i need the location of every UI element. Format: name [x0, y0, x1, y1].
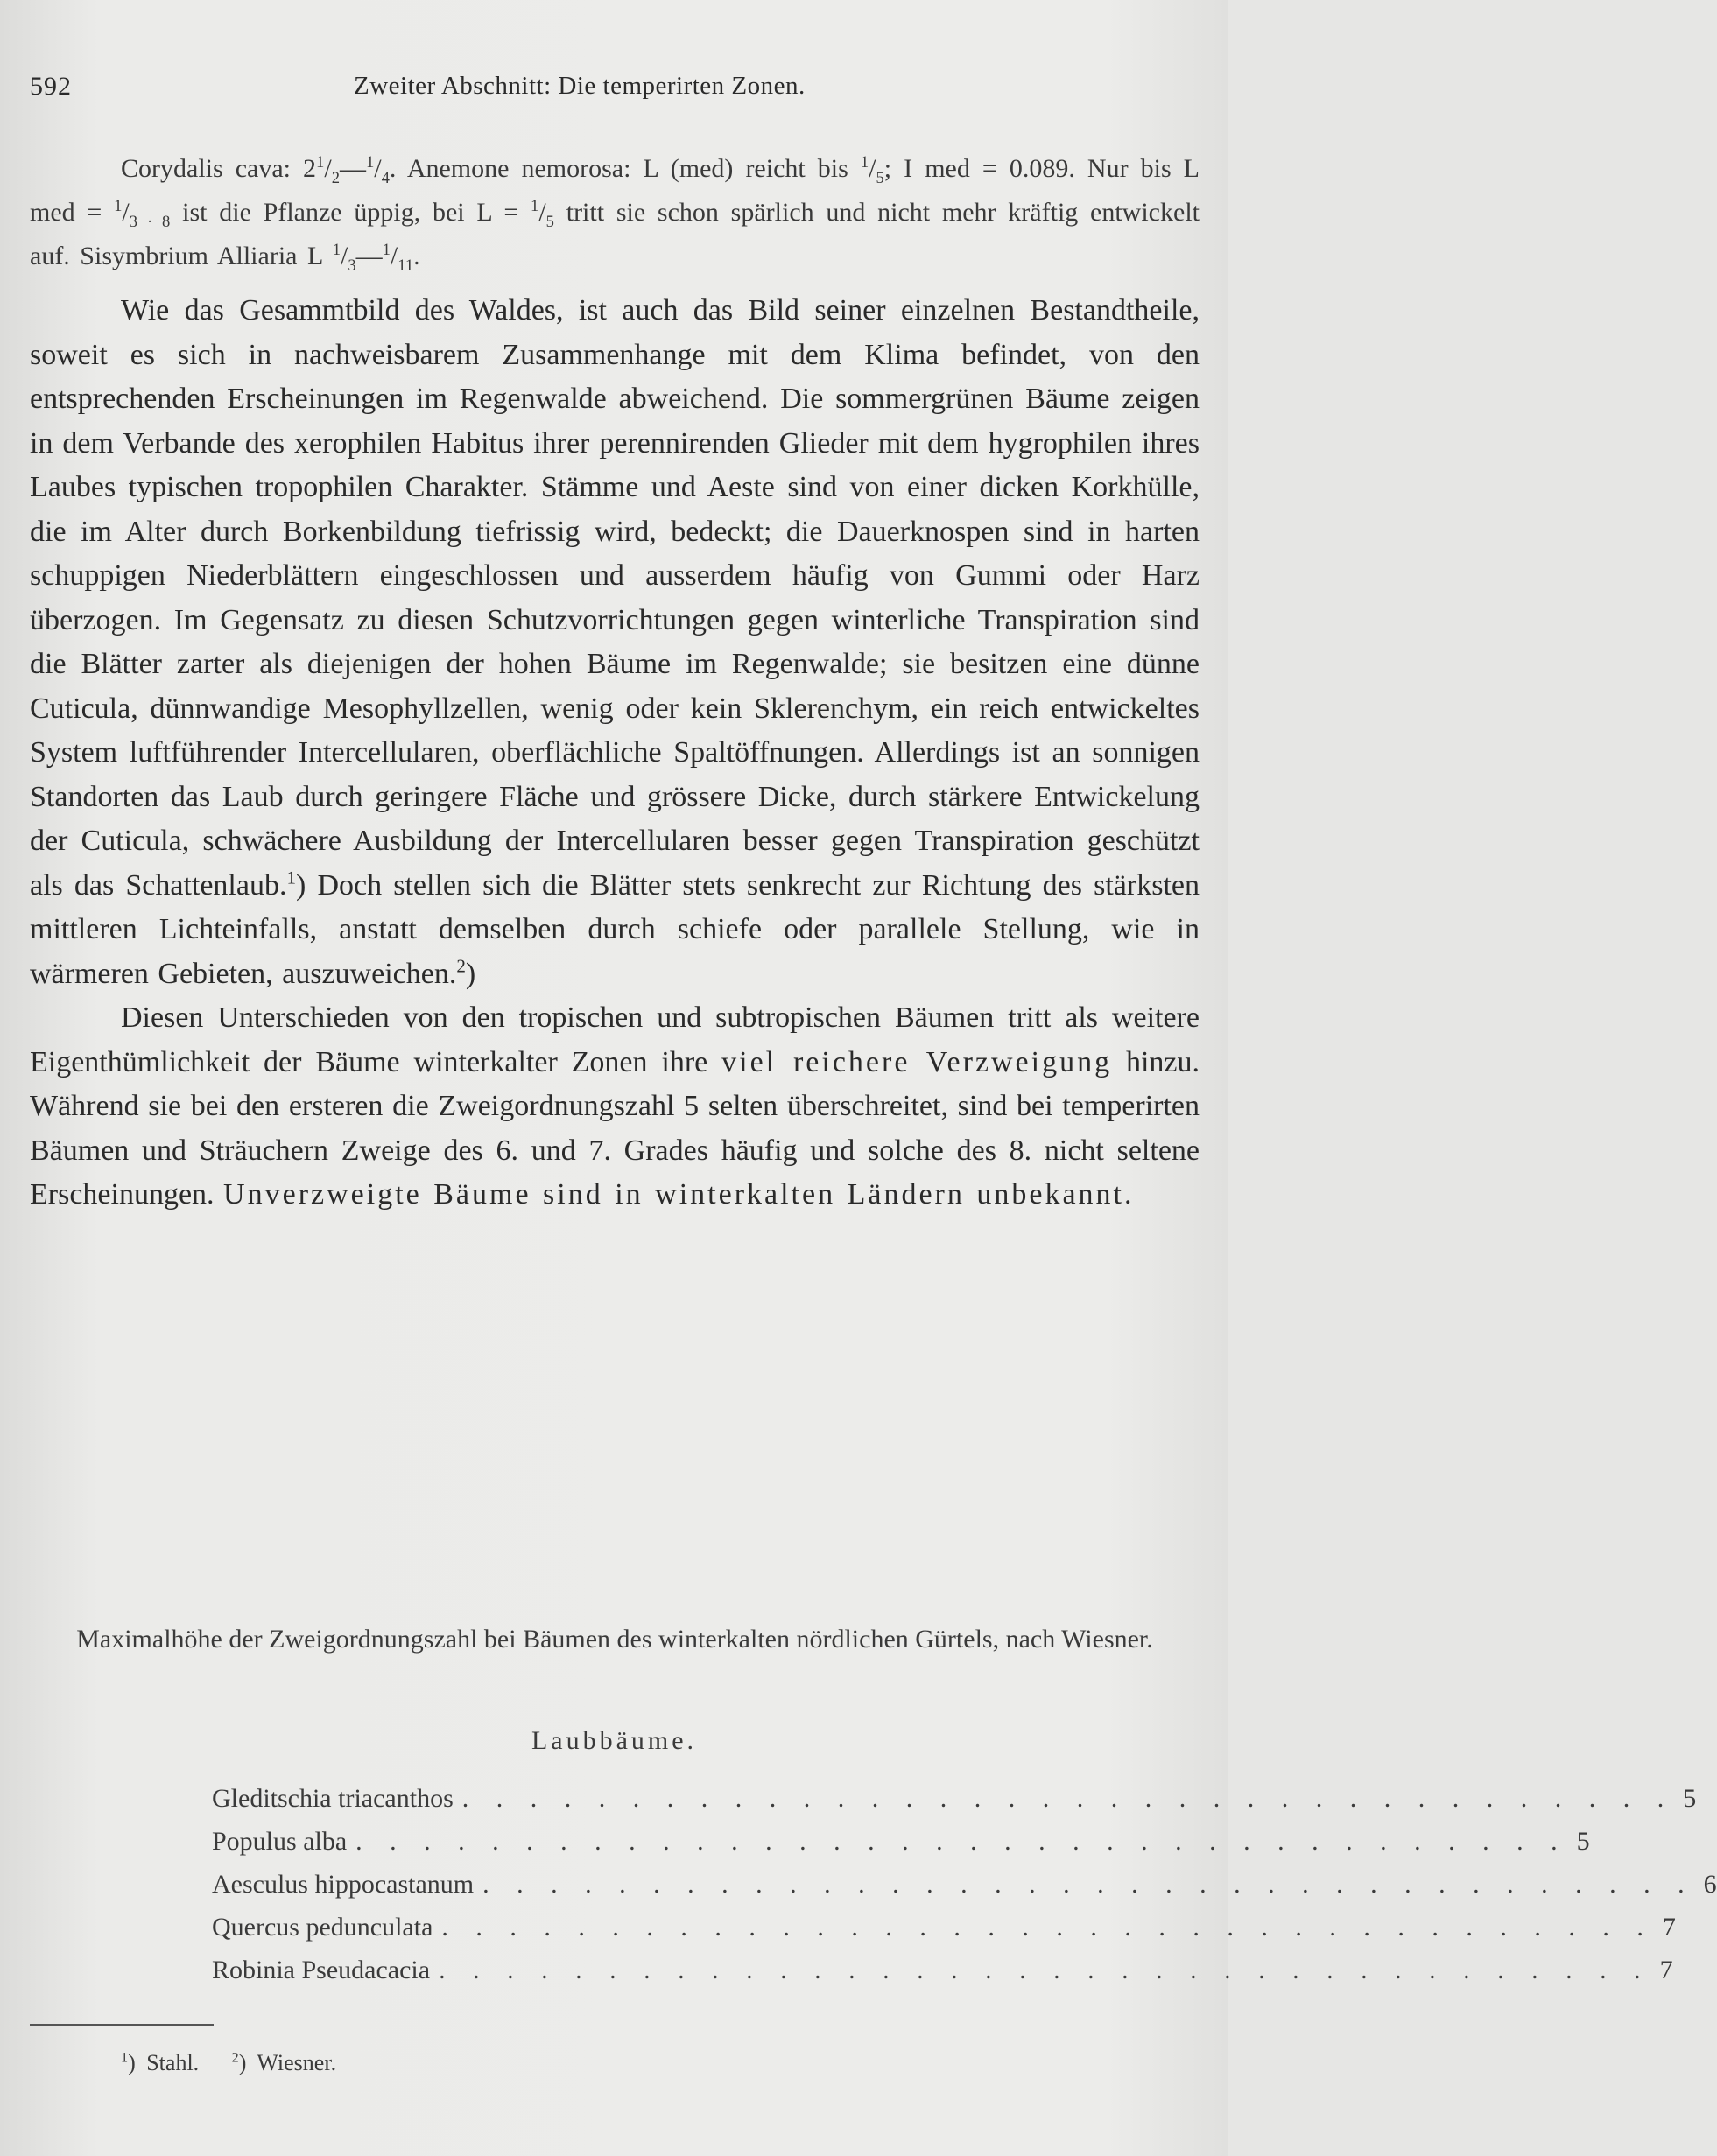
tree-name: Quercus pedunculata	[212, 1913, 433, 1942]
dot-leader: . . . . . . . . . . . . . . . . . . . . . . . . . . . . . . . . . . . .	[461, 1784, 1675, 1813]
table-row	[212, 1827, 1590, 1870]
branch-order-value: 7	[1659, 1956, 1673, 1984]
intro-paragraph: Corydalis cava: $2^1/_2—^1/_4$. Anemone nemorosa: L (med) reicht bis $^1/_5$; I med = 0.089. Nur bis L med = $^1/_{3 \cdot 8}$ ist die Pflanze üppig, bei $L = ^1/_5$ tritt sie schon spärlich und nicht mehr kräftig entwickelt auf. Sisymbrium Alliaria L $^1/_3—^1/_{11}$.	[30, 153, 1200, 275]
branch-order-value: 7	[1662, 1913, 1676, 1942]
tree-name: Robinia Pseudacacia	[212, 1956, 431, 1984]
branch-order-value: 5	[1576, 1827, 1590, 1856]
tree-name: Gleditschia triacanthos	[212, 1784, 454, 1813]
branching-table	[212, 1784, 1717, 1998]
table-row	[212, 1870, 1717, 1913]
table-caption: Maximalhöhe der Zweigordnungszahl bei Bäumen des winterkalten nördlichen Gürtels, nach Wiesner.	[76, 1625, 1153, 1654]
branch-order-value: 5	[1683, 1784, 1697, 1813]
branch-order-value: 6	[1703, 1870, 1717, 1899]
table-group-title: Laubbäume.	[531, 1726, 698, 1755]
dot-leader: . . . . . . . . . . . . . . . . . . . . . . . . . . . . . . . . . . . .	[355, 1827, 1568, 1856]
dot-leader: . . . . . . . . . . . . . . . . . . . . . . . . . . . . . . . . . . . .	[439, 1956, 1651, 1984]
footnote-mark-1: 1	[121, 2050, 129, 2066]
footnote-2: ) Wiesner.	[238, 2050, 337, 2075]
footnote-ref-1[interactable]: 1	[286, 867, 297, 888]
table-row	[212, 1913, 1676, 1956]
dot-leader: . . . . . . . . . . . . . . . . . . . . . . . . . . . . . . . . . . . .	[482, 1870, 1695, 1899]
footnote-divider	[30, 2024, 214, 2026]
footnote-mark-2: 2	[231, 2050, 239, 2066]
table-row	[212, 1956, 1673, 1998]
paragraph-leaf-anatomy: Wie das Gesammtbild des Waldes, ist auch das Bild seiner einzelnen Bestandtheile, soweit es sich in nachweisbarem Zusammenhange mit dem Klima befindet, von den entsprechenden Erscheinungen im Regenwalde abweichend. Die sommergrünen Bäume zeigen in dem Verbande des xerophilen Habitus ihrer perennirenden Glieder mit dem hygrophilen ihres Laubes typischen tropophilen Charakter. Stämme und Aeste sind von einer dicken Korkhülle, die im Alter durch Borkenbildung tiefrissig wird, bedeckt; die Dauerknospen sind in harten schuppigen Niederblättern eingeschlossen und ausserdem häufig von Gummi oder Harz überzogen. Im Gegensatz zu diesen Schutzvorrichtungen gegen winterliche Transpiration sind die Blätter zarter als diejenigen der hohen Bäume im Regenwalde; sie besitzen eine dünne Cuticula, dünnwandige Mesophyllzellen, wenig oder kein Sklerenchym, ein reich entwickeltes System luftführender Intercellularen, oberflächliche Spaltöffnungen. Allerdings ist an sonnigen Standorten das Laub durch geringere Fläche und grössere Dicke, durch stärkere Entwickelung der Cuticula, schwächere Ausbildung der Intercellularen besser gegen Transpiration geschützt als das Schattenlaub.$^1$) Doch stellen sich die Blätter stets senkrecht zur Richtung des stärksten mittleren Lichteinfalls, anstatt demselben durch schiefe oder parallele Stellung, wie in wärmeren Gebieten, auszuweichen.$^2$)	[30, 294, 1200, 990]
footnote-1: ) Stahl.	[128, 2050, 200, 2075]
running-head: Zweiter Abschnitt: Die temperirten Zonen.	[354, 72, 806, 100]
paragraph-branching: Diesen Unterschieden von den tropischen und subtropischen Bäumen tritt als weitere Eigenthümlichkeit der Bäume winterkalter Zonen ihre viel reichere Verzweigung hinzu. Während sie bei den ersteren die Zweigordnungszahl 5 selten überschreitet, sind bei temperirten Bäumen und Sträuchern Zweige des 6. und 7. Grades häufig und solche des 8. nicht seltene Erscheinungen. Unverzweigte Bäume sind in winterkalten Ländern unbekannt.	[30, 1001, 1200, 1211]
tree-name: Aesculus hippocastanum	[212, 1870, 475, 1899]
footnotes	[121, 2050, 336, 2076]
page-number: 592	[30, 72, 72, 101]
body-text	[30, 147, 1200, 1218]
dot-leader: . . . . . . . . . . . . . . . . . . . . . . . . . . . . . . . . . . . .	[441, 1913, 1654, 1942]
footnote-ref-2[interactable]: 2	[456, 955, 466, 977]
emphasis-spaced: Unverzweigte Bäume sind in winterkalten Ländern unbekannt.	[223, 1178, 1135, 1211]
page-header	[30, 72, 1200, 107]
table-row	[212, 1784, 1697, 1827]
tree-name: Populus alba	[212, 1827, 348, 1856]
emphasis-spaced: viel reichere Verzweigung	[721, 1045, 1113, 1078]
